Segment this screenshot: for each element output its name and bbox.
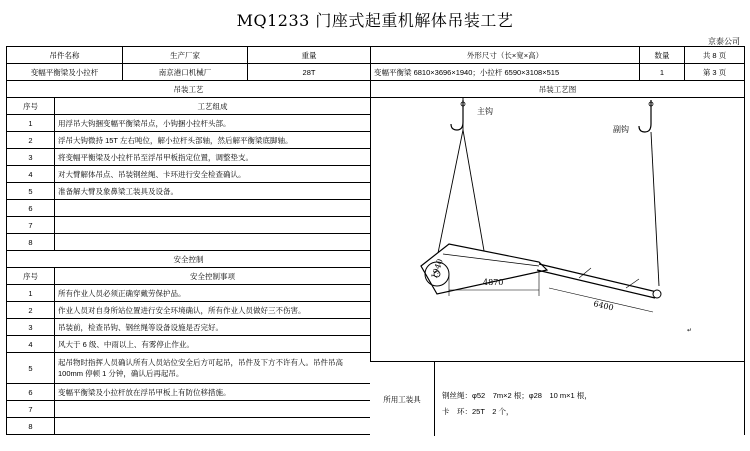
section-process: 吊装工艺: [7, 81, 371, 98]
step-no: 1: [7, 115, 55, 132]
safety-no: 6: [7, 384, 55, 401]
safety-no: 7: [7, 401, 55, 418]
tools-label: 所用工装具: [370, 362, 435, 436]
label-item-name: 吊件名称: [7, 47, 123, 64]
dim-4870: 4870: [483, 278, 504, 287]
label-maker: 生产厂家: [123, 47, 248, 64]
step-no: 8: [7, 234, 55, 251]
safety-text: 变幅平衡梁及小拉杆放在浮吊甲板上有防位移措施。: [55, 384, 371, 401]
safety-title-header: 安全控制事项: [55, 268, 371, 285]
label-dimensions: 外形尺寸（长×宽×高）: [371, 47, 640, 64]
step-text: 对大臂解体吊点、吊装钢丝绳、卡环进行安全检查确认。: [55, 166, 371, 183]
step-text: 将变幅平衡梁及小拉杆吊至浮吊甲板指定位置，调整垫支。: [55, 149, 371, 166]
safety-text: 作业人员对自身所站位置进行安全环境确认，所有作业人员做好三不伤害。: [55, 302, 371, 319]
step-no: 5: [7, 183, 55, 200]
step-text: 用浮吊大钩捆变幅平衡梁吊点，小钩捆小拉杆头部。: [55, 115, 371, 132]
aux-hook-label: 副钩: [613, 125, 629, 134]
aux-hook-icon: [639, 100, 653, 132]
label-quantity: 数量: [640, 47, 685, 64]
document-title: MQ1233 门座式起重机解体吊装工艺: [236, 11, 514, 30]
step-text: [55, 234, 371, 251]
step-no: 4: [7, 166, 55, 183]
tools-shackle: 卡 环：25T 2 个，: [442, 407, 514, 416]
safety-no-header: 序号: [7, 268, 55, 285]
step-text: 准备解大臂及象鼻梁工装具及设备。: [55, 183, 371, 200]
step-text: 浮吊大钩微持 15T 左右吨位，解小拉杆头部轴，然后解平衡梁底脚轴。: [55, 132, 371, 149]
value-weight: 28T: [248, 64, 371, 81]
step-no: 2: [7, 132, 55, 149]
safety-text: 所有作业人员必须正确穿戴劳保护品。: [55, 285, 371, 302]
safety-text: 起吊物时指挥人员确认所有人员站位安全后方可起吊，吊件及下方不许有人。吊件吊高 100mm 停顿 1 分钟，确认后再起吊。: [55, 353, 371, 384]
main-sling-left: [437, 130, 463, 258]
safety-text: 吊装前，检查吊钩、钢丝绳等设备设施是否完好。: [55, 319, 371, 336]
value-quantity: 1: [640, 64, 685, 81]
safety-no: 1: [7, 285, 55, 302]
company-name: 京泰公司: [708, 37, 740, 46]
safety-no: 4: [7, 336, 55, 353]
page-number: 第 3 页: [685, 64, 745, 81]
step-no: 7: [7, 217, 55, 234]
safety-section-title: 安全控制: [7, 251, 371, 268]
steps-title-header: 工艺组成: [55, 98, 371, 115]
section-drawing: 吊装工艺图: [371, 81, 745, 98]
svg-text:↵: ↵: [687, 328, 693, 334]
safety-no: 2: [7, 302, 55, 319]
total-pages: 共 8 页: [685, 47, 745, 64]
aux-sling: [651, 132, 659, 286]
safety-no: 8: [7, 418, 55, 435]
value-maker: 南京港口机械厂: [123, 64, 248, 81]
dim-1940: 1940: [429, 257, 445, 280]
safety-text: [55, 418, 371, 435]
safety-text: 风大于 6 级、中雨以上、有雾停止作业。: [55, 336, 371, 353]
label-weight: 重量: [248, 47, 371, 64]
dim-6400: 6400: [592, 299, 615, 313]
tools-block: [370, 361, 744, 436]
steps-no-header: 序号: [7, 98, 55, 115]
step-text: [55, 217, 371, 234]
value-dimensions: 变幅平衡梁 6810×3696×1940；小拉杆 6590×3108×515: [371, 64, 640, 81]
step-no: 3: [7, 149, 55, 166]
tools-wire-rope: 钢丝绳：φ52 7m×2 根；φ28 10 m×1 根，: [442, 391, 592, 400]
main-hook-label: 主钩: [477, 107, 493, 116]
tie-rod: [537, 264, 661, 298]
safety-no: 5: [7, 353, 55, 384]
step-text: [55, 200, 371, 217]
value-item-name: 变幅平衡梁及小拉杆: [7, 64, 123, 81]
safety-no: 3: [7, 319, 55, 336]
step-no: 6: [7, 200, 55, 217]
safety-text: [55, 401, 371, 418]
